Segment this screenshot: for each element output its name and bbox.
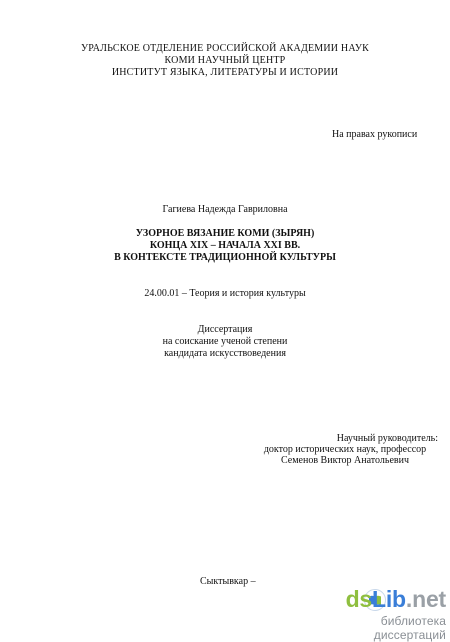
supervisor-name: Семенов Виктор Анатольевич <box>280 455 409 466</box>
watermark-lib: Lib <box>372 586 406 612</box>
watermark-ds: ds <box>345 586 373 612</box>
degree-line-3: кандидата искусствоведения <box>164 348 286 359</box>
watermark-brand <box>312 586 446 613</box>
manuscript-rights-note: На правах рукописи <box>332 129 418 140</box>
supervisor-block <box>250 433 440 466</box>
dissertation-title-line-3: В КОНТЕКСТЕ ТРАДИЦИОННОЙ КУЛЬТУРЫ <box>114 252 336 263</box>
dslib-watermark[interactable] <box>312 586 446 642</box>
city-name: Сыктывкар – <box>200 576 256 587</box>
degree-line-1: Диссертация <box>197 324 253 335</box>
supervisor-label: Научный руководитель: <box>336 433 438 444</box>
dissertation-title-line-1: УЗОРНОЕ ВЯЗАНИЕ КОМИ (ЗЫРЯН) <box>135 228 315 239</box>
supervisor-degree: доктор исторических наук, профессор <box>263 444 427 455</box>
degree-line-2: на соискание ученой степени <box>162 336 288 347</box>
specialty-code: 24.00.01 – Теория и история культуры <box>144 288 306 299</box>
watermark-subtitle: библиотека диссертаций <box>373 614 446 642</box>
city-year <box>200 576 256 587</box>
header-organization: УРАЛЬСКОЕ ОТДЕЛЕНИЕ РОССИЙСКОЙ АКАДЕМИИ НАУК <box>80 43 370 54</box>
dissertation-title-line-2: КОНЦА XIX – НАЧАЛА XXI ВВ. <box>149 240 301 251</box>
header-center: КОМИ НАУЧНЫЙ ЦЕНТР <box>164 55 286 66</box>
header-institute: ИНСТИТУТ ЯЗЫКА, ЛИТЕРАТУРЫ И ИСТОРИИ <box>111 67 339 78</box>
watermark-net: .net <box>405 586 446 612</box>
author-name: Гагиева Надежда Гавриловна <box>162 204 288 215</box>
